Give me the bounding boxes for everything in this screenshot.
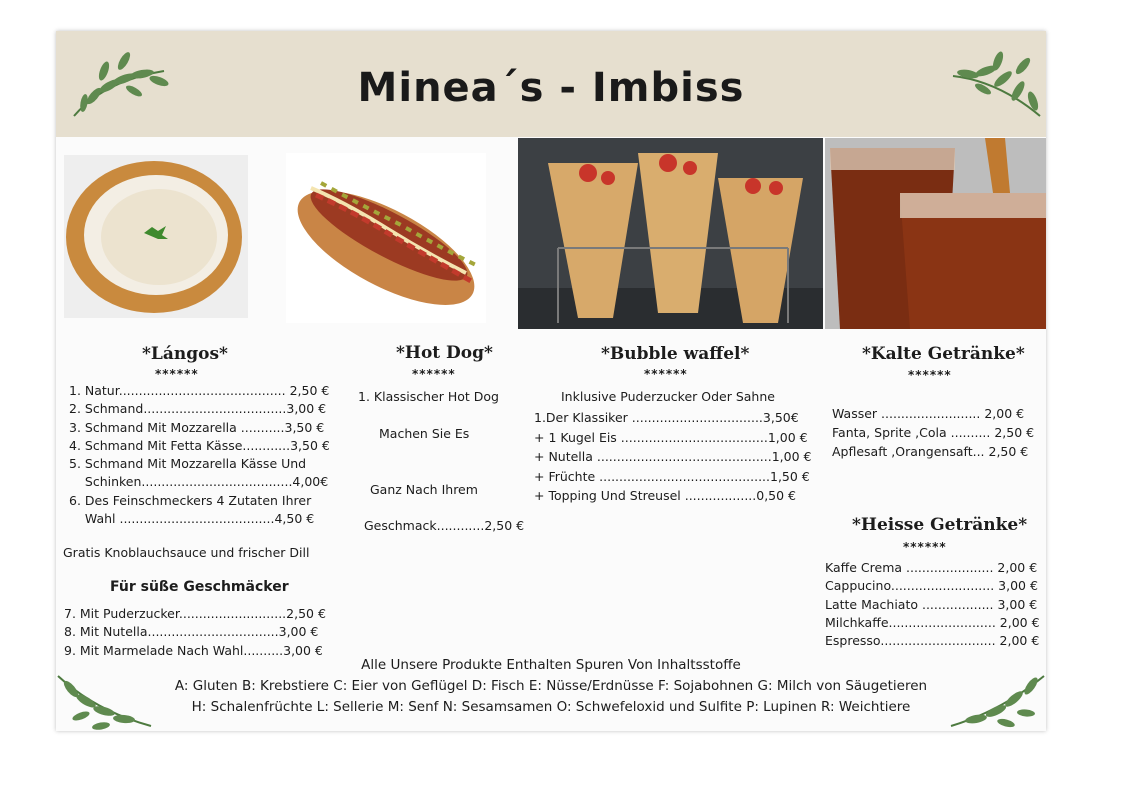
- hotdog-item: 1. Klassischer Hot Dog: [358, 389, 499, 404]
- hotdog-photo: [286, 153, 486, 323]
- list-item: 7. Mit Puderzucker...........................2,50 €: [64, 606, 326, 621]
- langos-note: Gratis Knoblauchsauce und frischer Dill: [63, 545, 310, 560]
- cold-drinks-heading: *Kalte Getränke*: [862, 344, 1025, 364]
- list-item: Cappucino.......................... 3,00 €: [825, 578, 1038, 594]
- list-item: 3. Schmand Mit Mozzarella ...........3,50 €: [69, 419, 325, 435]
- cold-drinks-list: [832, 404, 1034, 461]
- hotdog-price: Geschmack............2,50 €: [364, 518, 525, 533]
- hot-drinks-list: [825, 559, 1040, 650]
- langos-photo: [64, 155, 248, 318]
- langos-stars: ******: [155, 367, 199, 381]
- bubble-waffle-photo: [518, 138, 823, 329]
- list-item: + Nutella ............................................1,00 €: [534, 449, 812, 464]
- hotdog-text: Machen Sie Es: [379, 426, 470, 441]
- list-item: 8. Mit Nutella.................................3,00 €: [64, 624, 319, 640]
- allergen-list-line-1: A: Gluten B: Krebstiere C: Eier von Geflügel D: Fisch E: Nüsse/Erdnüsse F: Sojabohnen G: Milch von Säugetieren: [174, 678, 928, 694]
- list-item: + Topping Und Streusel ..................0,50 €: [534, 488, 796, 503]
- hotdog-text: Ganz Nach Ihrem: [370, 482, 478, 497]
- sweet-item-list: [64, 605, 326, 660]
- list-item: 1.Der Klassiker .................................3,50€: [534, 410, 799, 425]
- list-item: Milchkaffe........................... 2,00 €: [825, 614, 1040, 630]
- bubble-stars: ******: [644, 367, 688, 381]
- cold-drinks-stars: ******: [908, 368, 952, 382]
- list-item: Latte Machiato .................. 3,00 €: [825, 596, 1038, 612]
- leaf-decoration-bottom-left-icon: [56, 671, 156, 731]
- list-item: Apflesaft ,Orangensaft... 2,50 €: [832, 444, 1029, 459]
- bubble-heading: *Bubble waffel*: [601, 344, 750, 364]
- hotdog-heading: *Hot Dog*: [396, 343, 493, 363]
- hotdog-stars: ******: [412, 367, 456, 381]
- list-item: 9. Mit Marmelade Nach Wahl..........3,00 €: [64, 642, 323, 658]
- leaf-decoration-top-left-icon: [64, 41, 174, 121]
- langos-item-list: [69, 382, 330, 528]
- list-item: Schinken......................................4,00€: [69, 474, 329, 490]
- list-item: 2. Schmand....................................3,00 €: [69, 401, 327, 417]
- list-item: + Früchte ...........................................1,50 €: [534, 468, 810, 484]
- bubble-subtitle: Inklusive Puderzucker Oder Sahne: [561, 389, 775, 404]
- list-item: Kaffe Crema ...................... 2,00 €: [825, 560, 1038, 575]
- menu-card: [56, 31, 1046, 731]
- list-item: + 1 Kugel Eis .....................................1,00 €: [534, 429, 808, 445]
- bubble-item-list: [534, 408, 811, 506]
- list-item: Fanta, Sprite ,Cola .......... 2,50 €: [832, 425, 1035, 440]
- list-item: Wasser ......................... 2,00 €: [832, 406, 1025, 421]
- list-item: Espresso............................. 2,00 €: [825, 633, 1040, 649]
- list-item: 4. Schmand Mit Fetta Kässe............3,50 €: [69, 437, 330, 453]
- page-title: Minea´s - Imbiss: [357, 65, 745, 111]
- list-item: 6. Des Feinschmeckers 4 Zutaten Ihrer: [69, 492, 312, 508]
- list-item: 1. Natur.......................................... 2,50 €: [69, 383, 330, 398]
- hot-drinks-stars: ******: [903, 540, 947, 554]
- allergen-list-line-2: H: Schalenfrüchte L: Sellerie M: Senf N: Sesamsamen O: Schwefeloxid und Sulfite P: Lupinen R: Weichtiere: [191, 699, 911, 715]
- sweet-heading: Für süße Geschmäcker: [110, 579, 289, 595]
- allergen-intro: Alle Unsere Produkte Enthalten Spuren Von Inhaltsstoffe: [361, 657, 741, 673]
- langos-heading: *Lángos*: [142, 344, 228, 364]
- header-banner: [56, 31, 1046, 137]
- list-item: 5. Schmand Mit Mozzarella Kässe Und: [69, 456, 307, 472]
- cola-drinks-photo: [825, 138, 1046, 329]
- leaf-decoration-bottom-right-icon: [946, 671, 1046, 731]
- leaf-decoration-top-right-icon: [948, 41, 1046, 121]
- hot-drinks-heading: *Heisse Getränke*: [852, 515, 1028, 535]
- list-item: Wahl .......................................4,50 €: [69, 511, 315, 527]
